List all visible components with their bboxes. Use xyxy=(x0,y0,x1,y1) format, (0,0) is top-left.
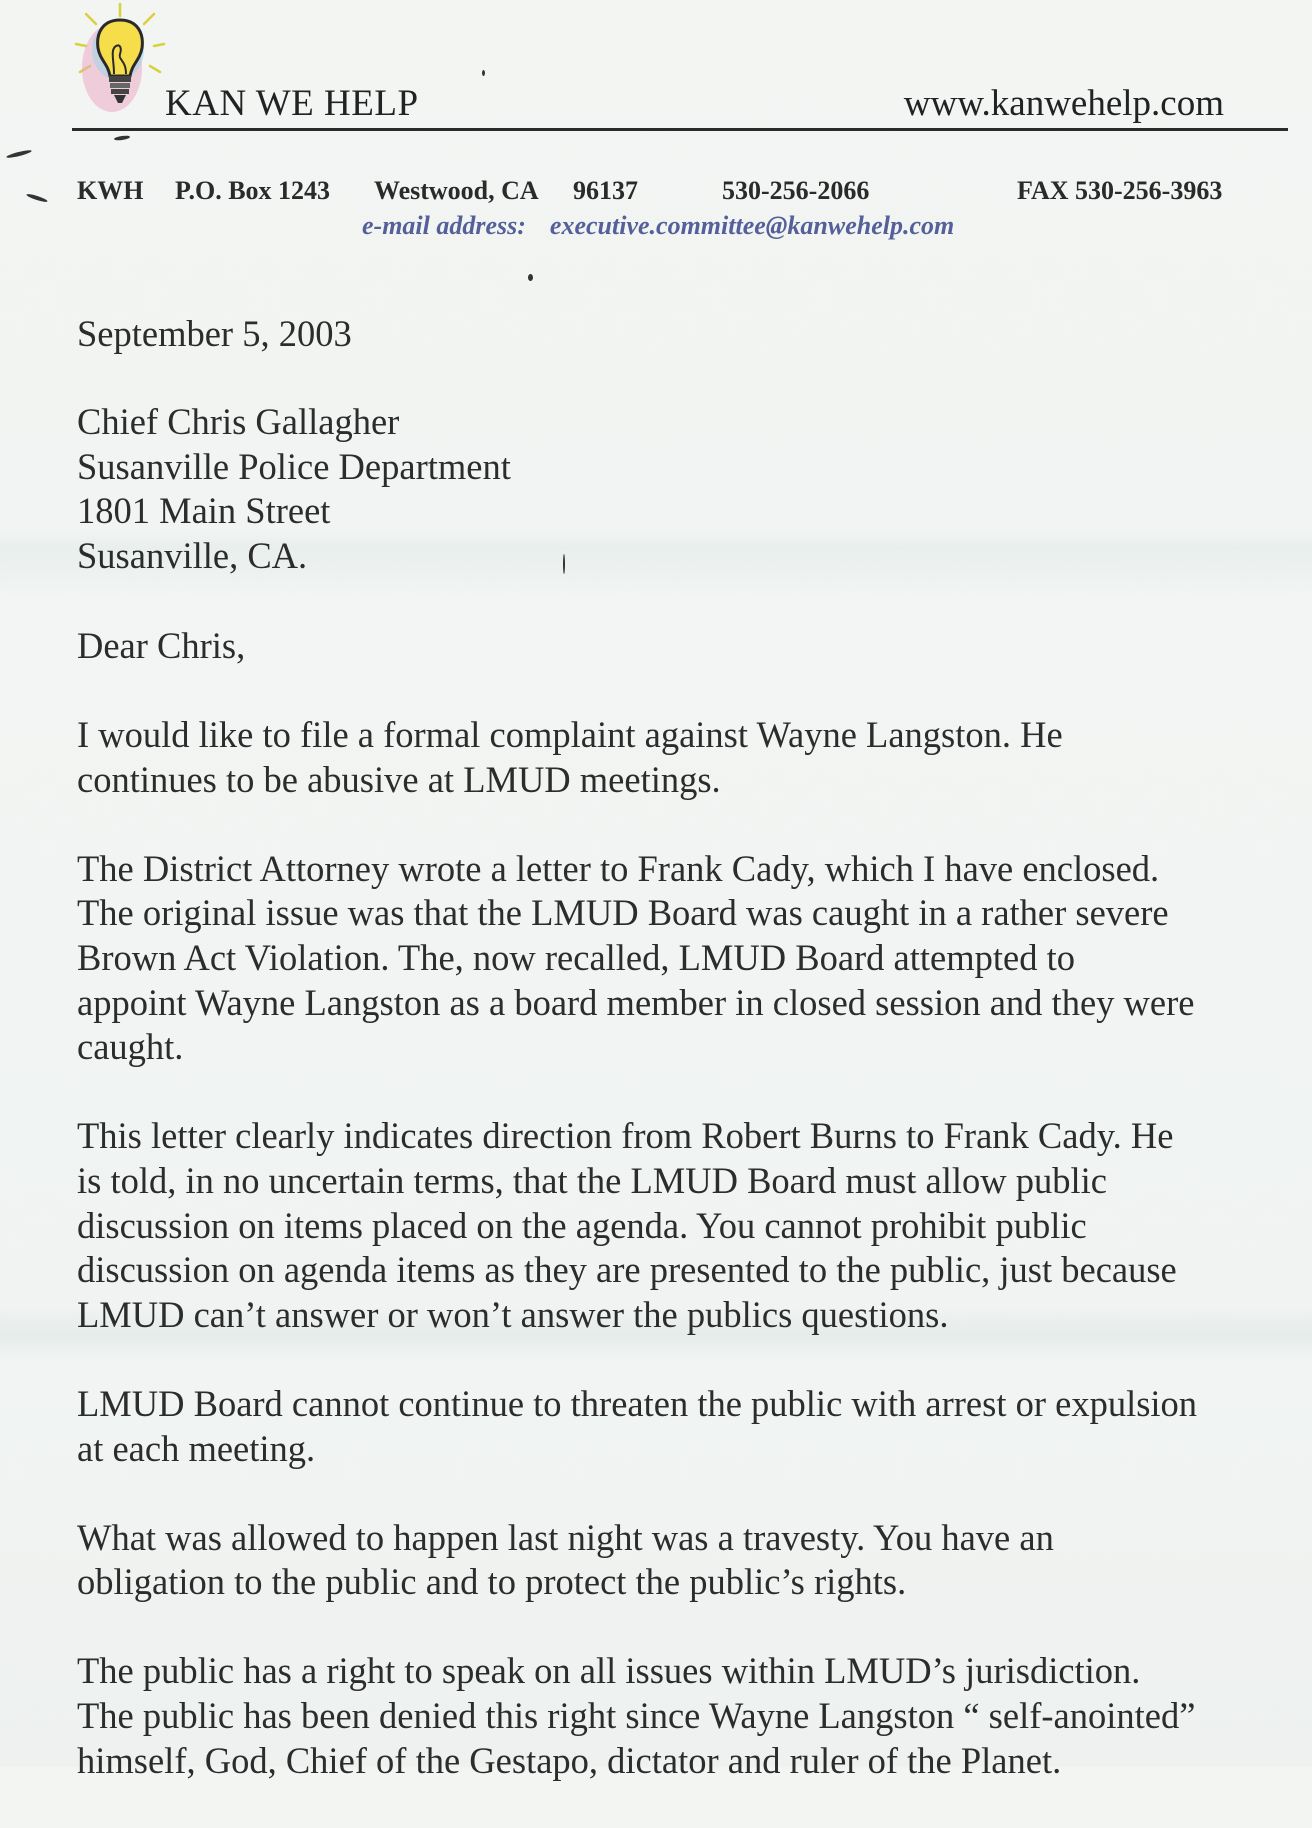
text-line: The public has a right to speak on all issues within LMUD’s jurisdiction. xyxy=(77,1650,1141,1692)
org-name: KAN WE HELP xyxy=(165,83,419,124)
text-line: continues to be abusive at LMUD meetings. xyxy=(77,758,721,800)
paragraph-travesty xyxy=(77,1516,1297,1605)
text-line: What was allowed to happen last night was a travesty. You have an xyxy=(77,1516,1054,1558)
salutation: Dear Chris, xyxy=(77,625,246,666)
scan-speck xyxy=(482,70,485,76)
text-line: discussion on agenda items as they are presented to the public, just because xyxy=(77,1249,1177,1291)
text-line: caught. xyxy=(77,1026,184,1068)
text-line: LMUD can’t answer or won’t answer the publics questions. xyxy=(77,1293,949,1335)
text-line: at each meeting. xyxy=(77,1427,316,1469)
email-line xyxy=(362,211,954,241)
scan-speck xyxy=(114,135,130,141)
recipient-city: Susanville, CA. xyxy=(77,534,308,576)
paragraph-threats xyxy=(77,1382,1297,1471)
paragraph-district-attorney xyxy=(77,847,1297,1070)
recipient-block xyxy=(77,400,1297,578)
fax-number: FAX 530-256-3963 xyxy=(1017,176,1223,205)
text-line: Brown Act Violation. The, now recalled, LMUD Board attempted to xyxy=(77,936,1075,978)
text-line: himself, God, Chief of the Gestapo, dictator and ruler of the Planet. xyxy=(77,1739,1062,1781)
po-box: P.O. Box 1243 xyxy=(175,176,331,205)
lightbulb-logo-icon xyxy=(74,2,166,120)
text-line: LMUD Board cannot continue to threaten the public with arrest or expulsion xyxy=(77,1382,1198,1424)
paragraph-complaint xyxy=(77,713,1297,802)
scan-speck xyxy=(26,193,48,204)
paragraph-rights xyxy=(77,1649,1297,1783)
text-line: appoint Wayne Langston as a board member in closed session and they were xyxy=(77,981,1195,1023)
org-abbr: KWH xyxy=(77,176,144,205)
scan-speck xyxy=(528,274,533,281)
city-state: Westwood, CA xyxy=(374,176,539,205)
letter-body xyxy=(77,713,1297,1828)
text-line: is told, in no uncertain terms, that the LMUD Board must allow public xyxy=(77,1159,1107,1201)
text-line: discussion on items placed on the agenda. You cannot prohibit public xyxy=(77,1204,1087,1246)
text-line: The public has been denied this right since Wayne Langston “ self-anointed” xyxy=(77,1695,1196,1737)
letter-date: September 5, 2003 xyxy=(77,313,352,354)
recipient-department: Susanville Police Department xyxy=(77,445,511,487)
text-line: This letter clearly indicates direction from Robert Burns to Frank Cady. He xyxy=(77,1115,1174,1157)
text-line: obligation to the public and to protect the public’s rights. xyxy=(77,1561,907,1603)
email-address-link[interactable]: executive.committee@kanwehelp.com xyxy=(549,211,955,240)
recipient-street: 1801 Main Street xyxy=(77,490,331,532)
text-line: The original issue was that the LMUD Board was caught in a rather severe xyxy=(77,892,1169,934)
website-link[interactable]: www.kanwehelp.com xyxy=(903,83,1224,124)
text-line: I would like to file a formal complaint against Wayne Langston. He xyxy=(77,714,1063,755)
zip-code: 96137 xyxy=(573,176,638,205)
text-line: The District Attorney wrote a letter to Frank Cady, which I have enclosed. xyxy=(77,847,1160,889)
recipient-name: Chief Chris Gallagher xyxy=(77,401,400,442)
paragraph-direction xyxy=(77,1114,1297,1337)
email-label: e-mail address: xyxy=(362,211,526,240)
phone-number: 530-256-2066 xyxy=(722,176,870,205)
header-rule xyxy=(72,128,1288,131)
scan-speck xyxy=(6,149,32,159)
